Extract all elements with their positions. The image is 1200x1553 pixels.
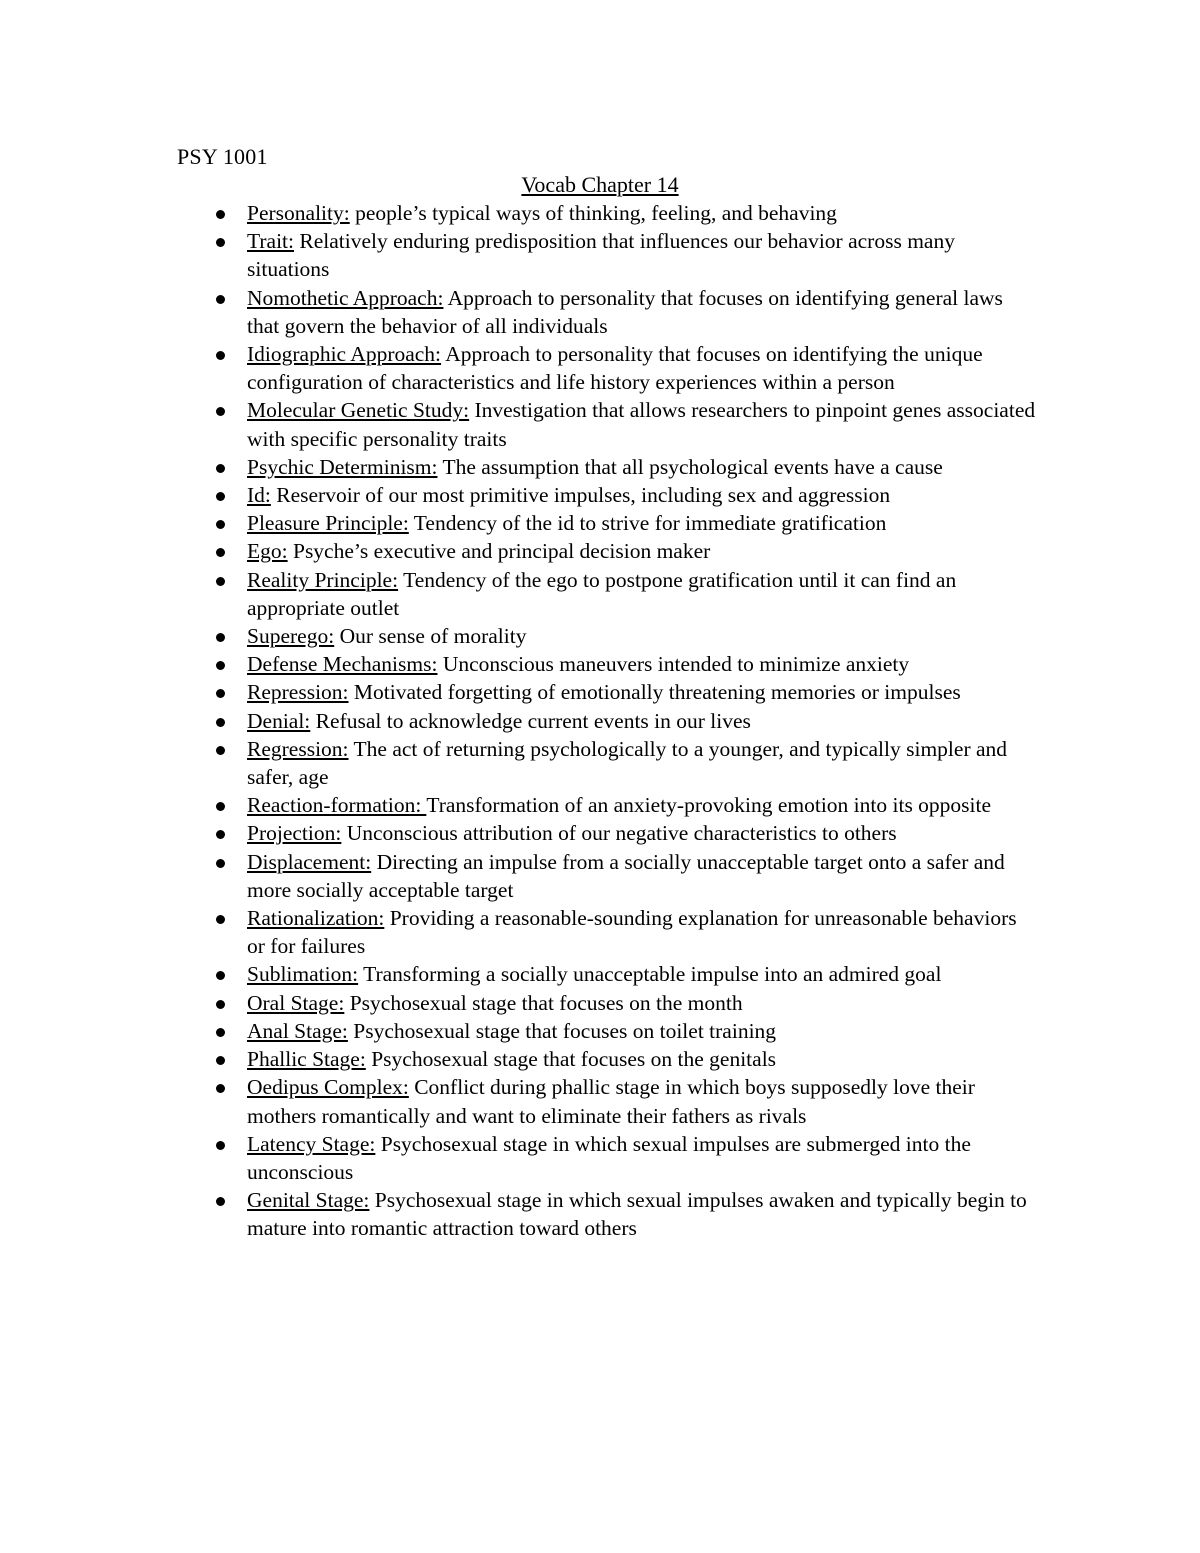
list-item <box>247 537 1037 565</box>
list-item <box>247 622 1037 650</box>
bullet-icon <box>216 746 225 755</box>
bullet-icon <box>216 915 225 924</box>
vocab-list <box>247 199 1037 1243</box>
list-item <box>247 1017 1037 1045</box>
vocab-definition: Transforming a socially unacceptable impulse into an admired goal <box>358 962 942 987</box>
vocab-definition: Psychosexual stage in which sexual impulses are submerged into the unconscious <box>247 1131 971 1184</box>
list-item <box>247 1186 1037 1242</box>
list-item <box>247 1045 1037 1073</box>
vocab-term: Reality Principle: <box>247 567 399 592</box>
vocab-definition: Psychosexual stage that focuses on the genitals <box>365 1047 777 1072</box>
vocab-term: Projection: <box>247 821 342 846</box>
bullet-icon <box>216 577 225 586</box>
bullet-icon <box>216 548 225 557</box>
list-item <box>247 340 1037 396</box>
list-item <box>247 396 1037 452</box>
vocab-definition: Refusal to acknowledge current events in our lives <box>310 708 751 733</box>
vocab-definition: Approach to personality that focuses on identifying general laws that govern the behavior of all individuals <box>247 285 1003 338</box>
vocab-term: Defense Mechanisms: <box>247 652 438 677</box>
bullet-icon <box>216 718 225 727</box>
vocab-term: Sublimation: <box>247 962 359 987</box>
bullet-icon <box>216 1000 225 1009</box>
bullet-icon <box>216 407 225 416</box>
vocab-definition: Unconscious maneuvers intended to minimize anxiety <box>437 652 910 677</box>
list-item <box>247 848 1037 904</box>
vocab-definition: Transformation of an anxiety-provoking emotion into its opposite <box>426 793 992 818</box>
vocab-term: Reaction-formation: <box>247 793 427 818</box>
vocab-definition: Psychosexual stage that focuses on the month <box>344 990 743 1015</box>
vocab-term: Nomothetic Approach: <box>247 285 444 310</box>
vocab-definition: Motivated forgetting of emotionally threatening memories or impulses <box>348 680 961 705</box>
vocab-term: Personality: <box>247 201 350 225</box>
vocab-definition: Psychosexual stage in which sexual impulses awaken and typically begin to mature into romantic attraction toward others <box>247 1188 1027 1241</box>
bullet-icon <box>216 971 225 980</box>
bullet-icon <box>216 520 225 529</box>
list-item <box>247 284 1037 340</box>
page-title <box>0 170 1200 200</box>
bullet-icon <box>216 1197 225 1206</box>
vocab-term: Oedipus Complex: <box>247 1075 409 1100</box>
vocab-definition: Tendency of the ego to postpone gratification until it can find an appropriate outlet <box>247 567 957 620</box>
vocab-definition: Reservoir of our most primitive impulses, including sex and aggression <box>270 483 891 508</box>
course-code: PSY 1001 <box>177 144 268 169</box>
bullet-icon <box>216 830 225 839</box>
list-item <box>247 1130 1037 1186</box>
list-item <box>247 819 1037 847</box>
vocab-definition: people’s typical ways of thinking, feeling, and behaving <box>349 201 837 225</box>
list-item <box>247 678 1037 706</box>
list-item <box>247 989 1037 1017</box>
vocab-term: Anal Stage: <box>247 1018 348 1043</box>
vocab-definition: Approach to personality that focuses on identifying the unique configuration of characteristics and life history experiences within a person <box>247 342 983 395</box>
vocab-definition: Directing an impulse from a socially unacceptable target onto a safer and more socially acceptable target <box>247 849 1005 902</box>
bullet-icon <box>216 210 225 219</box>
list-item <box>247 453 1037 481</box>
vocab-definition: The act of returning psychologically to a younger, and typically simpler and safer, age <box>247 736 1008 790</box>
bullet-icon <box>216 295 225 304</box>
list-item <box>247 509 1037 537</box>
bullet-icon <box>216 802 225 811</box>
bullet-icon <box>216 633 225 642</box>
bullet-icon <box>216 492 225 501</box>
list-item <box>247 735 1037 791</box>
bullet-icon <box>216 1141 225 1150</box>
list-item <box>247 566 1037 622</box>
vocab-definition: Tendency of the id to strive for immediate gratification <box>408 511 887 536</box>
vocab-definition: Relatively enduring predisposition that influences our behavior across many situations <box>247 229 955 282</box>
vocab-definition: Providing a reasonable-sounding explanation for unreasonable behaviors or for failures <box>247 906 1017 959</box>
list-item <box>247 1073 1037 1129</box>
vocab-term: Oral Stage: <box>247 990 345 1015</box>
list-item <box>247 650 1037 678</box>
list-item <box>247 481 1037 509</box>
vocab-term: Denial: <box>247 708 311 733</box>
list-item <box>247 707 1037 735</box>
vocab-term: Genital Stage: <box>247 1188 370 1213</box>
bullet-icon <box>216 1028 225 1037</box>
list-item <box>247 960 1037 988</box>
vocab-definition: Psyche’s executive and principal decision maker <box>287 539 711 564</box>
bullet-icon <box>216 689 225 698</box>
vocab-term: Ego: <box>247 539 288 564</box>
vocab-term: Regression: <box>247 736 349 761</box>
vocab-term: Phallic Stage: <box>247 1047 366 1072</box>
vocab-term: Superego: <box>247 624 335 649</box>
page-title-text: Vocab Chapter 14 <box>521 172 679 197</box>
vocab-term: Trait: <box>247 229 294 254</box>
vocab-definition: Psychosexual stage that focuses on toilet training <box>347 1018 777 1043</box>
bullet-icon <box>216 661 225 670</box>
vocab-definition: Investigation that allows researchers to pinpoint genes associated with specific personality traits <box>247 398 1036 451</box>
bullet-icon <box>216 238 225 247</box>
list-item <box>247 227 1037 283</box>
list-item <box>247 199 1037 227</box>
vocab-definition: Unconscious attribution of our negative characteristics to others <box>341 821 897 846</box>
vocab-term: Id: <box>247 483 271 508</box>
vocab-term: Displacement: <box>247 849 372 874</box>
bullet-icon <box>216 1056 225 1065</box>
bullet-icon <box>216 859 225 868</box>
bullet-icon <box>216 351 225 360</box>
vocab-term: Rationalization: <box>247 906 385 931</box>
list-item <box>247 904 1037 960</box>
vocab-term: Repression: <box>247 680 349 705</box>
bullet-icon <box>216 1084 225 1093</box>
vocab-term: Latency Stage: <box>247 1131 376 1156</box>
vocab-term: Idiographic Approach: <box>247 342 442 367</box>
vocab-term: Psychic Determinism: <box>247 454 438 479</box>
list-item <box>247 791 1037 819</box>
vocab-definition: Our sense of morality <box>334 624 527 649</box>
vocab-term: Molecular Genetic Study: <box>247 398 470 423</box>
vocab-definition: Conflict during phallic stage in which boys supposedly love their mothers romantically and want to eliminate their fathers as rivals <box>247 1075 975 1128</box>
vocab-definition: The assumption that all psychological events have a cause <box>437 454 943 479</box>
bullet-icon <box>216 464 225 473</box>
vocab-term: Pleasure Principle: <box>247 511 409 536</box>
